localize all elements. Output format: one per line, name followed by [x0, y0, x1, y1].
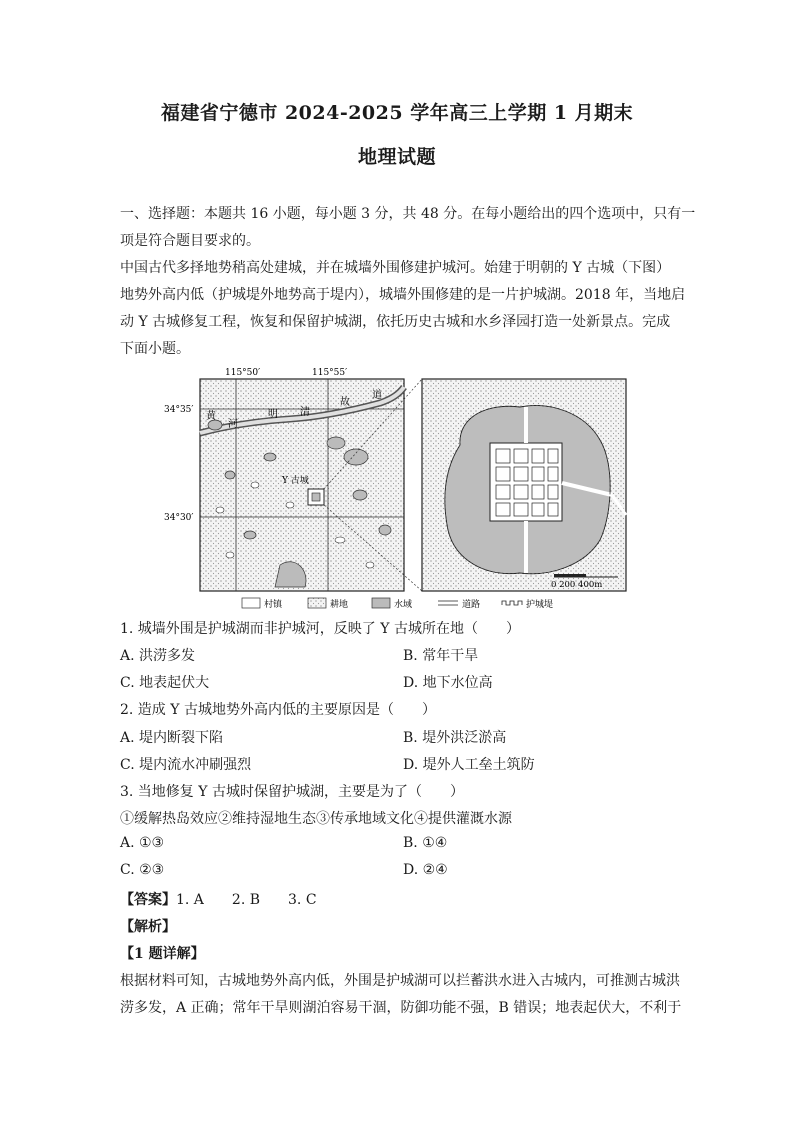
question-3-option-d: D. ②④ [403, 862, 448, 878]
instructions-line1: 一、选择题：本题共 16 小题，每小题 3 分，共 48 分。在每小题给出的四个选项中，只有一 [120, 206, 696, 222]
passage-line2: 地势外高内低（护城堤外地势高于堤内），城墙外围修建的是一片护城湖。2018 年，当地启 [120, 287, 686, 303]
question-1-option-d: D. 地下水位高 [403, 675, 493, 691]
legend-water: 水域 [394, 600, 413, 610]
question-1-option-c: C. 地表起伏大 [120, 675, 210, 691]
overview-map [200, 379, 422, 591]
latitude-label-1: 34°35′ [164, 405, 194, 415]
legend-embankment: 护城堤 [526, 600, 554, 610]
question-1-option-a: A. 洪涝多发 [120, 648, 196, 664]
river-label-he: 河 [228, 419, 238, 430]
question-1-option-b: B. 常年干旱 [403, 648, 479, 664]
scale-label: 0 200 400m [551, 580, 603, 590]
passage-line3: 动 Y 古城修复工程，恢复和保留护城湖，依托历史古城和水乡泽园打造一处新景点。完成 [120, 314, 671, 330]
map-figure [160, 365, 640, 615]
analysis-line2: 涝多发，A 正确；常年干旱则湖泊容易干涸，防御功能不强，B 错误；地表起伏大，不利于 [120, 1000, 682, 1016]
latitude-label-2: 34°30′ [164, 513, 194, 523]
passage-line1: 中国古代多择地势稍高处建城，并在城墙外围修建护城河。始建于明朝的 Y 古城（下图） [120, 260, 671, 276]
question-2-option-d: D. 堤外人工垒土筑防 [403, 757, 535, 773]
question-3-statements: ①缓解热岛效应②维持湿地生态③传承地域文化④提供灌溉水源 [120, 811, 512, 827]
question-3-option-b: B. ①④ [403, 835, 448, 851]
river-label-qing: 清 [300, 407, 310, 418]
passage-line4: 下面小题。 [120, 341, 190, 357]
answer-label: 【答案】 [120, 892, 176, 908]
river-label-huang: 黄 [206, 411, 216, 422]
river-label-dao: 道 [372, 390, 382, 401]
longitude-label-1: 115°50′ [225, 368, 261, 378]
legend-village: 村镇 [264, 600, 283, 610]
question-2-option-b: B. 堤外洪泛淤高 [403, 730, 507, 746]
question-2-option-c: C. 堤内流水冲刷强烈 [120, 757, 252, 773]
river-label-gu: 故 [340, 397, 350, 408]
question-1-stem: 1. 城墙外围是护城湖而非护城河，反映了 Y 古城所在地（ ） [120, 621, 520, 637]
question-2-option-a: A. 堤内断裂下陷 [120, 730, 224, 746]
question-3-option-c: C. ②③ [120, 862, 165, 878]
longitude-label-2: 115°55′ [312, 368, 348, 378]
legend-farmland: 耕地 [330, 600, 349, 610]
question-3-option-a: A. ①③ [120, 835, 165, 851]
detail-map [422, 379, 626, 591]
river-label-ming: 明 [268, 409, 278, 420]
analysis-line1: 根据材料可知，古城地势外高内低，外围是护城湖可以拦蓄洪水进入古城内，可推测古城洪 [120, 973, 680, 989]
document-title-line1: 福建省宁德市 2024-2025 学年高三上学期 1 月期末 [160, 102, 634, 124]
question-3-stem: 3. 当地修复 Y 古城时保留护城湖，主要是为了（ ） [120, 784, 464, 800]
city-label: Y 古城 [282, 476, 309, 486]
document-title-line2: 地理试题 [357, 146, 436, 168]
answer-line [120, 889, 317, 909]
analysis-label: 【解析】 [120, 919, 176, 935]
analysis-sub-label: 【1 题详解】 [120, 946, 205, 962]
legend-road: 道路 [462, 600, 481, 610]
question-2-stem: 2. 造成 Y 古城地势外高内低的主要原因是（ ） [120, 702, 436, 718]
answer-text: 1. A 2. B 3. C [176, 892, 317, 908]
instructions-line2: 项是符合题目要求的。 [120, 233, 260, 249]
